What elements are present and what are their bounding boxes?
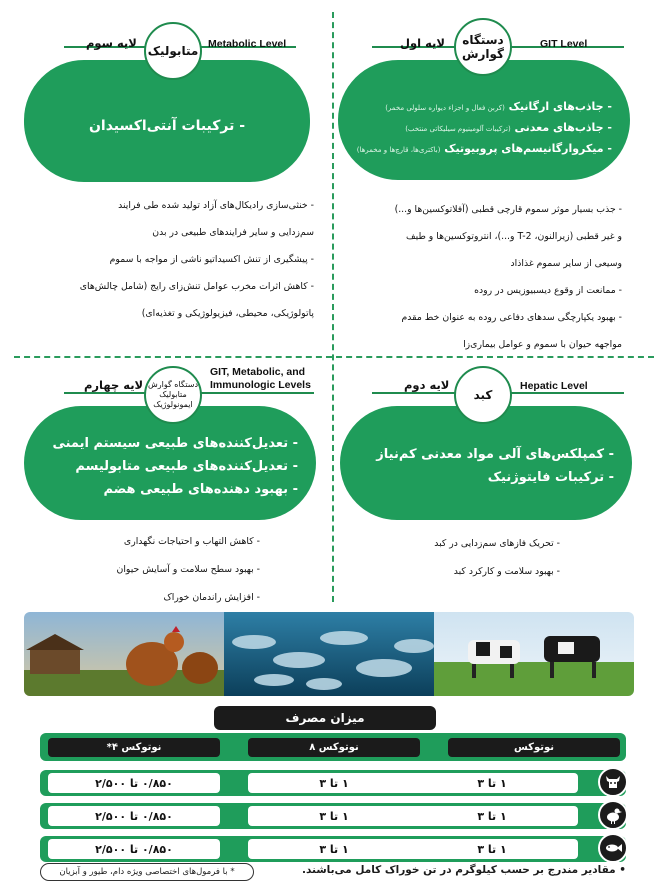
layer1-label-fa: لایه اول — [400, 36, 445, 50]
layer3-bullet: سم‌زدایی و سایر فرایندهای طبیعی در بدن — [152, 227, 314, 238]
layer1-oval-sub: (کربن فعال و اجزاء دیواره سلولی مخمر) — [385, 103, 505, 112]
layer2-bullets — [400, 530, 560, 586]
cow-icon — [468, 640, 520, 664]
dosage-header — [40, 733, 626, 761]
layer1-bullet: و غیر قطبی (زیرالنون، T-2 و...)، انتروتوکسین‌ها و طیف — [406, 231, 622, 242]
layer4-label-en-1: GIT, Metabolic, and — [210, 366, 306, 378]
layer4-bullet: - افزایش راندمان خوراک — [163, 592, 260, 603]
layer1-bullet: مواجهه حیوان با سموم و عوامل بیماری‌زا — [463, 339, 622, 350]
layer3-label-en: Metabolic Level — [208, 38, 287, 50]
layer1-oval-item — [338, 100, 630, 113]
layer2-label-en: Hepatic Level — [520, 380, 588, 392]
chicken-icon — [598, 800, 628, 830]
layer4-label-fa: لایه چهارم — [84, 378, 144, 392]
layer4-oval-item: - تعدیل‌کننده‌های طبیعی متابولیسم — [75, 458, 298, 474]
layer1-oval-main: - جاذب‌های معدنی — [514, 120, 612, 134]
layer3-bullets — [28, 192, 314, 327]
animals-photo-strip — [24, 612, 634, 696]
layer3-label-fa: لایه سوم — [86, 36, 137, 50]
layer2-bullet: - تحریک فازهای سم‌زدایی در کبد — [434, 538, 560, 549]
layer1-oval-main: - جاذب‌های ارگانیک — [508, 99, 612, 113]
layer3-bullet: - کاهش اثرات مخرب عوامل تنش‌زای رایج (شامل چالش‌های — [79, 281, 314, 292]
dose-cell: ۱ تا ۳ — [248, 806, 420, 826]
layer4-bullet: - کاهش التهاب و احتیاجات نگهداری — [123, 536, 260, 547]
layer2-bullet: - بهبود سلامت و کارکرد کبد — [453, 566, 560, 577]
layer1-bullet: - بهبود یکپارچگی سدهای دفاعی روده به عنوان خط مقدم — [401, 312, 622, 323]
layer3-oval-item: - ترکیبات آنتی‌اکسیدان — [88, 118, 246, 134]
product-header: نوتوکس — [448, 738, 620, 757]
layer4-badge: دستگاه گوارش متابولیک ایمونولوژیک — [144, 366, 202, 424]
layer3-bullet: پاتولوژیکی، محیطی، فیزیولوژیکی و تغذیه‌ای) — [141, 308, 314, 319]
cow-icon — [598, 767, 628, 797]
layer1-oval-item — [338, 142, 630, 155]
units-footnote: • مقادیر مندرج بر حسب کیلوگرم در تن خوراک کامل می‌باشند. — [302, 864, 626, 876]
dose-cell: ۰/۸۵۰ تا ۲/۵۰۰ — [48, 839, 220, 859]
dose-cell: ۰/۸۵۰ تا ۲/۵۰۰ — [48, 773, 220, 793]
layer1-label-en: GIT Level — [540, 38, 588, 50]
formula-footnote: * با فرمول‌های اختصاصی ویژه دام، طیور و آبزیان — [40, 863, 254, 881]
layer1-oval — [338, 60, 630, 180]
layer1-bullet: - جذب بسیار موثر سموم قارچی قطبی (آفلاتوکسین‌ها و...) — [394, 204, 622, 215]
dose-row-poultry — [40, 803, 626, 829]
animals-photo — [24, 612, 634, 696]
layer4-bullets — [100, 528, 260, 612]
layer3-badge: متابولیک — [144, 22, 202, 80]
vertical-divider — [332, 12, 334, 602]
dose-cell: ۰/۸۵۰ تا ۲/۵۰۰ — [48, 806, 220, 826]
product-header: نوتوکس ۸ — [248, 738, 420, 757]
layer2-oval-item: - ترکیبات فایتوژنیک — [487, 470, 614, 485]
layer1-oval-item — [338, 121, 630, 134]
layer2-badge: کبد — [454, 366, 512, 424]
dose-row-cattle — [40, 770, 626, 796]
product-header: نوتوکس ۴* — [48, 738, 220, 757]
fish-icon — [598, 833, 628, 863]
layer4-bullet: - بهبود سطح سلامت و آسایش حیوان — [116, 564, 260, 575]
layer1-bullet: وسیعی از سایر سموم غذاذاد — [510, 258, 622, 269]
dose-cell: ۱ تا ۳ — [406, 839, 578, 859]
dose-row-aquatic — [40, 836, 626, 862]
layer1-oval-main: - میکروارگانیسم‌های پروبیوتیک — [444, 141, 612, 155]
dose-cell: ۱ تا ۳ — [248, 773, 420, 793]
layer4-oval-item: - بهبود دهنده‌های طبیعی هضم — [103, 481, 298, 497]
dose-cell: ۱ تا ۳ — [406, 806, 578, 826]
layer1-oval-sub: (ترکیبات آلومینیوم سیلیکاتی منتخب) — [405, 124, 511, 133]
layer1-oval-sub: (باکتری‌ها، قارچ‌ها و مخمرها) — [356, 145, 441, 154]
dosage-title: میزان مصرف — [214, 706, 436, 730]
layer3-bullet: - خنثی‌سازی رادیکال‌های آزاد تولید شده طی فرایند — [118, 200, 314, 211]
dose-cell: ۱ تا ۳ — [406, 773, 578, 793]
dose-cell: ۱ تا ۳ — [248, 839, 420, 859]
layer3-bullet: - پیشگیری از تنش اکسیداتیو ناشی از مواجه با سموم — [109, 254, 314, 265]
layer1-bullets — [360, 196, 622, 358]
layer4-label-en-2: Immunologic Levels — [210, 379, 311, 391]
layer2-label-fa: لایه دوم — [404, 378, 450, 392]
layer1-badge: دستگاه گوارش — [454, 18, 512, 76]
layer4-oval-item: - تعدیل‌کننده‌های طبیعی سیستم ایمنی — [52, 435, 298, 451]
layer1-bullet: - ممانعت از وقوع دیسبیوزیس در روده — [474, 285, 622, 296]
layer2-oval-item: - کمپلکس‌های آلی مواد معدنی کم‌نیاز — [376, 447, 614, 462]
